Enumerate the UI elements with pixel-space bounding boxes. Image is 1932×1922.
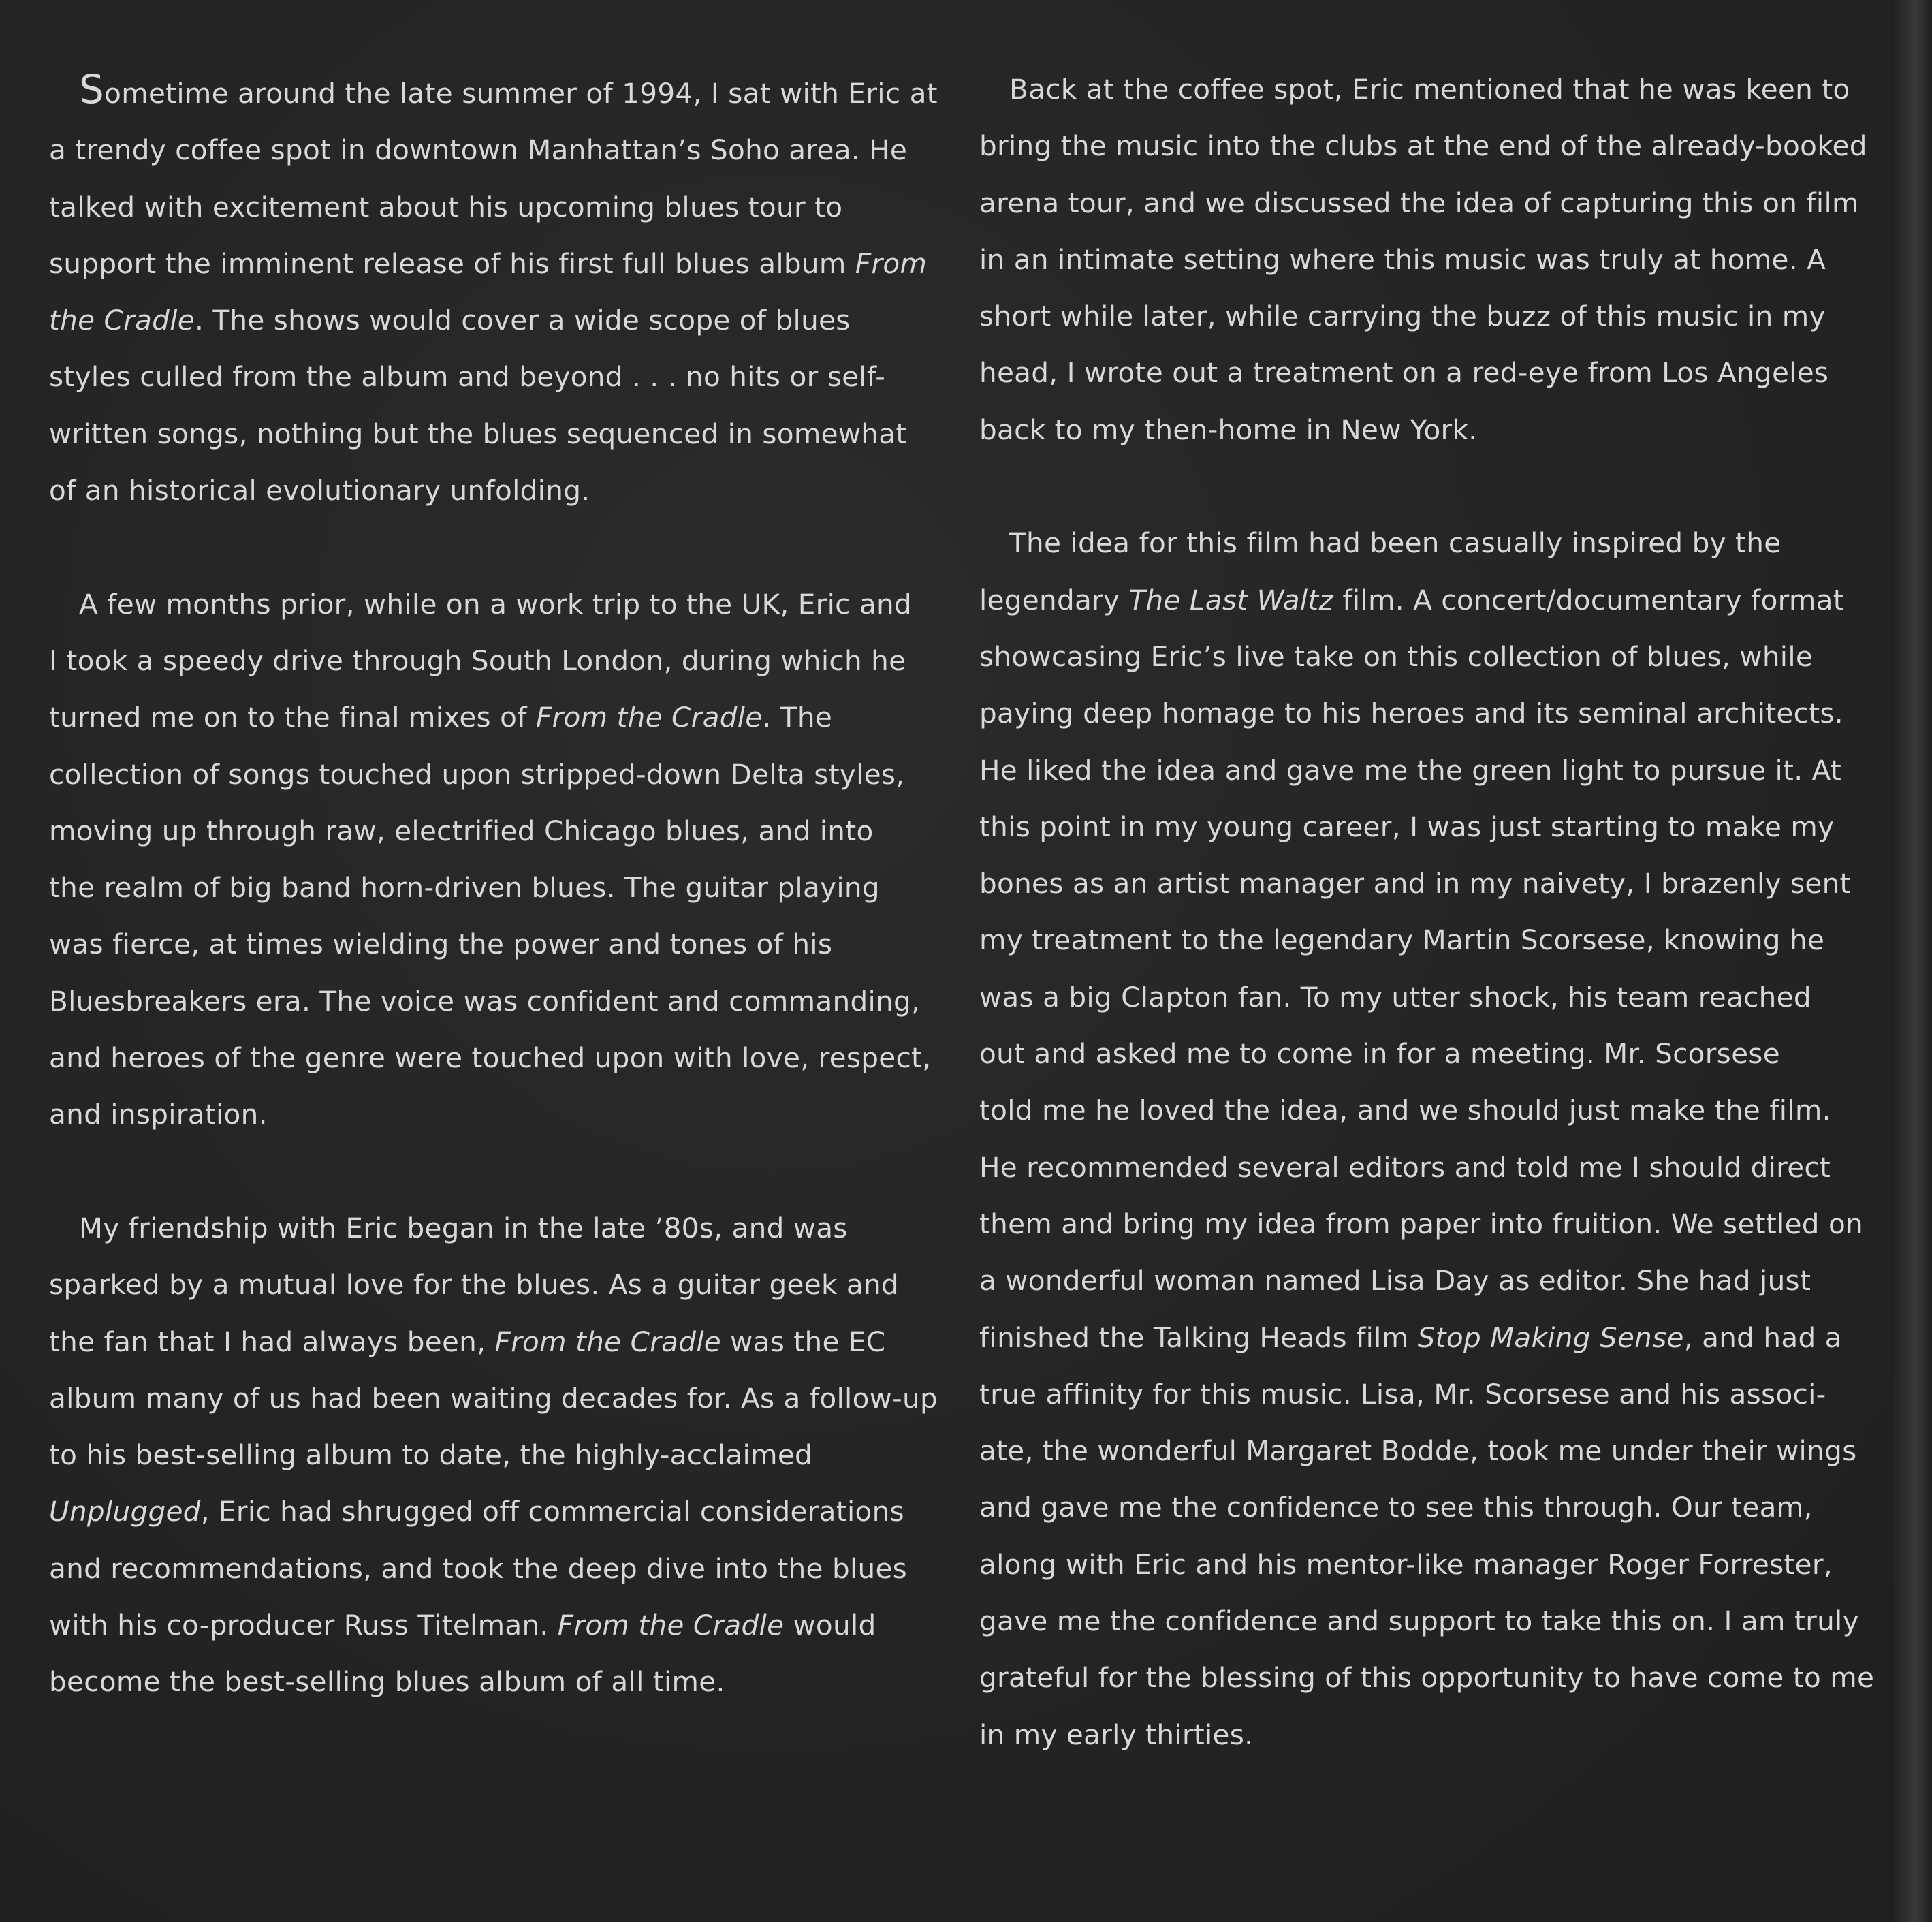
text-line: sparked by a mutual love for the blues. As a guitar geek and [49,1268,900,1302]
text-line: this point in my young career, I was just starting to make my [979,810,1835,843]
text-line: was fierce, at times wielding the power and tones of his [49,928,833,961]
text-line: with his co-producer Russ Titelman. From the Cradle would [49,1609,876,1642]
text-line: the fan that I had always been, From the Cradle was the EC [49,1325,886,1358]
text-line: A few months prior, while on a work trip to the UK, Eric and [79,587,912,620]
text-line: in an intimate setting where this music was truly at home. A [979,242,1826,276]
text-line: Unplugged, Eric had shrugged off commercial considerations [49,1495,904,1528]
album-title: the Cradle [49,304,195,337]
drop-cap: S [79,66,105,112]
text-line: talked with excitement about his upcoming blues tour to [49,190,843,223]
text-line: of an historical evolutionary unfolding. [49,474,590,507]
text-line: grateful for the blessing of this opportunity to have come to me [979,1661,1875,1695]
text-line: and gave me the confidence to see this through. Our team, [979,1491,1813,1524]
text-line: arena tour, and we discussed the idea of capturing this on film [979,186,1859,219]
text-line: the realm of big band horn-driven blues. The guitar playing [49,871,880,904]
text-line: ate, the wonderful Margaret Bodde, took me under their wings [979,1434,1857,1468]
text-line: collection of songs touched upon stripped-down Delta styles, [49,757,905,791]
text-line: and recommendations, and took the deep dive into the blues [49,1551,908,1585]
text-line: back to my then-home in New York. [979,413,1478,446]
text-line: showcasing Eric’s live take on this collection of blues, while [979,640,1814,673]
text-line: in my early thirties. [979,1718,1254,1751]
film-title: Stop Making Sense [1417,1321,1684,1354]
album-title: From [855,247,928,280]
text-line: out and asked me to come in for a meeting. Mr. Scorsese [979,1037,1780,1071]
text-line: Sometime around the late summer of 1994, I sat with Eric at [79,66,938,112]
text-line: written songs, nothing but the blues sequenced in somewhat [49,417,907,450]
text-line: finished the Talking Heads film Stop Making Sense, and had a [979,1321,1842,1354]
text-line: to his best-selling album to date, the highly-acclaimed [49,1438,813,1472]
text-line: bring the music into the clubs at the end of the already-booked [979,129,1867,163]
text-line: Back at the coffee spot, Eric mentioned that he was keen to [1009,73,1850,106]
text-line: My friendship with Eric began in the late ’80s, and was [79,1211,848,1244]
text-line: Bluesbreakers era. The voice was confident and commanding, [49,984,921,1018]
booklet-spine-edge [1891,0,1932,1922]
text-line: become the best-selling blues album of all time. [49,1665,725,1699]
text-line: The idea for this film had been casually inspired by the [1009,526,1781,560]
text-line: head, I wrote out a treatment on a red-eye from Los Angeles [979,356,1829,390]
text-line: was a big Clapton fan. To my utter shock, his team reached [979,980,1811,1013]
film-title: The Last Waltz [1128,583,1334,616]
text-line: a trendy coffee spot in downtown Manhattan’s Soho area. He [49,133,908,167]
text-line: told me he loved the idea, and we should just make the film. [979,1094,1831,1127]
album-title: Unplugged [49,1495,201,1528]
text-line: the Cradle. The shows would cover a wide scope of blues [49,304,851,337]
text-line: I took a speedy drive through South London, during which he [49,644,906,677]
text-line: and inspiration. [49,1098,268,1131]
text-line: bones as an artist manager and in my naivety, I brazenly sent [979,867,1851,900]
text-line: my treatment to the legendary Martin Scorsese, knowing he [979,924,1825,957]
text-line: album many of us had been waiting decades for. As a follow-up [49,1381,938,1415]
text-line: He liked the idea and gave me the green light to pursue it. At [979,753,1842,787]
text-line: and heroes of the genre were touched upon with love, respect, [49,1041,932,1075]
text-line: true affinity for this music. Lisa, Mr. Scorsese and his associ- [979,1377,1826,1411]
paragraph-friendship [49,1200,943,1711]
text-line: paying deep homage to his heroes and its seminal architects. [979,697,1843,730]
paragraph-coffee-meeting [49,61,943,519]
text-line: styles culled from the album and beyond . . . no hits or self- [49,360,886,394]
left-text-column [49,61,943,1767]
paragraph-film-idea [979,515,1875,1763]
right-text-column [979,61,1875,1820]
album-title: From the Cradle [535,701,763,734]
text-line: along with Eric and his mentor-like manager Roger Forrester, [979,1547,1833,1581]
text-line: turned me on to the final mixes of From the Cradle. The [49,701,833,734]
album-title: From the Cradle [494,1325,721,1358]
paragraph-coffee-spot [979,61,1873,458]
album-title: From the Cradle [557,1609,785,1642]
text-line: gave me the confidence and support to take this on. I am truly [979,1605,1859,1638]
text-line: them and bring my idea from paper into fruition. We settled on [979,1207,1864,1240]
text-line: a wonderful woman named Lisa Day as editor. She had just [979,1264,1811,1297]
text-line: short while later, while carrying the buzz of this music in my [979,300,1826,333]
text-line: He recommended several editors and told me I should direct [979,1150,1831,1184]
text-line: legendary The Last Waltz film. A concert/documentary format [979,583,1844,616]
paragraph-london-drive [49,576,943,1144]
text-line: moving up through raw, electrified Chicago blues, and into [49,814,874,847]
text-line: support the imminent release of his first full blues album From [49,247,928,280]
